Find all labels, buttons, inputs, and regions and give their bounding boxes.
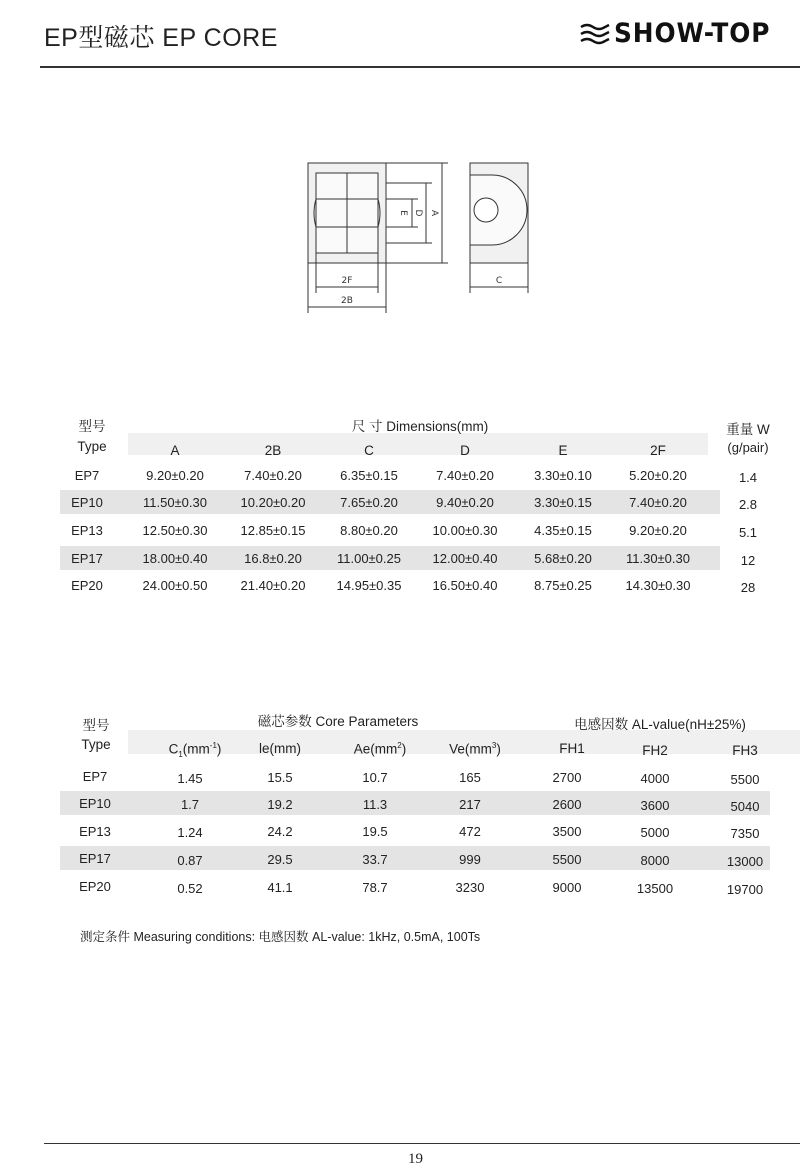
dim-label-2b: 2B <box>341 296 353 306</box>
dim-label-c: C <box>495 276 503 286</box>
type-header-en: Type <box>81 737 111 752</box>
dim-label-2f: 2F <box>341 276 353 286</box>
cell-ae: 10.7 <box>362 770 388 785</box>
row-type: EP7 <box>82 769 108 784</box>
cell-ve: 217 <box>459 797 481 812</box>
cell-c: 11.00±0.25 <box>336 551 401 566</box>
cell-fh1: 3500 <box>552 824 582 839</box>
cell-2f: 11.30±0.30 <box>625 551 690 566</box>
cell-ae: 78.7 <box>362 880 388 895</box>
cell-fh3: 7350 <box>730 826 760 841</box>
column-header-fh1: FH1 <box>559 741 585 756</box>
cell-fh3: 13000 <box>726 854 764 869</box>
cell-e: 4.35±0.15 <box>534 523 592 538</box>
cell-ae: 33.7 <box>362 852 388 867</box>
column-header-c1 <box>145 741 245 759</box>
cell-c1: 1.45 <box>177 771 203 786</box>
cell-fh2: 5000 <box>640 825 670 840</box>
column-header-fh2: FH2 <box>642 743 668 758</box>
measuring-conditions: 测定条件 Measuring conditions: 电感因数 AL-value: 1kHz, 0.5mA, 100Ts <box>80 930 481 944</box>
c1-unit-open: (mm <box>182 741 210 757</box>
cell-d: 12.00±0.40 <box>432 551 498 566</box>
cell-fh3: 5040 <box>730 799 760 814</box>
weight-unit: (g/pair) <box>727 440 769 455</box>
column-header-le: le(mm) <box>259 741 301 756</box>
column-header-a: A <box>170 443 180 458</box>
cell-weight: 12 <box>740 553 756 568</box>
ae-close: ) <box>401 741 407 757</box>
cell-ve: 3230 <box>455 880 485 895</box>
type-header-en: Type <box>77 439 107 454</box>
cell-ve: 472 <box>459 824 481 839</box>
cell-2b: 12.85±0.15 <box>240 523 306 538</box>
weight-header: 重量 W <box>726 422 770 437</box>
ve-label: Ve(mm <box>449 741 492 757</box>
cell-c: 8.80±0.20 <box>340 523 398 538</box>
c1-symbol: C <box>168 741 179 757</box>
cell-fh3: 5500 <box>730 772 760 787</box>
cell-2f: 14.30±0.30 <box>625 578 691 593</box>
c1-unit-exponent: -1 <box>209 741 217 750</box>
cell-fh1: 9000 <box>552 880 582 895</box>
cell-e: 5.68±0.20 <box>534 551 592 566</box>
cell-d: 9.40±0.20 <box>436 495 494 510</box>
cell-a: 11.50±0.30 <box>142 495 207 510</box>
column-header-e: E <box>558 443 568 458</box>
cell-fh2: 3600 <box>640 798 670 813</box>
cell-c: 6.35±0.15 <box>340 468 398 483</box>
cell-2f: 7.40±0.20 <box>629 495 687 510</box>
cell-2b: 21.40±0.20 <box>240 578 306 593</box>
row-type: EP17 <box>79 851 111 866</box>
brand-name: SHOW-TOP <box>614 18 771 49</box>
cell-a: 24.00±0.50 <box>142 578 208 593</box>
column-header-ae <box>335 741 425 757</box>
column-header-fh3: FH3 <box>732 743 758 758</box>
cell-2f: 9.20±0.20 <box>629 523 687 538</box>
al-value-header: 电感因数 AL-value(nH±25%) <box>574 717 746 732</box>
row-type: EP13 <box>79 824 111 839</box>
cell-ve: 999 <box>459 852 481 867</box>
cell-2b: 7.40±0.20 <box>244 468 302 483</box>
page-title: EP型磁芯 EP CORE <box>44 24 278 52</box>
cell-c: 14.95±0.35 <box>336 578 402 593</box>
column-header-ve <box>430 741 520 757</box>
cell-c1: 1.24 <box>177 825 203 840</box>
row-type: EP20 <box>71 578 103 593</box>
cell-ae: 19.5 <box>362 824 388 839</box>
column-header-2f: 2F <box>650 443 666 458</box>
footer-divider <box>44 1143 800 1144</box>
ve-exponent: 3 <box>491 741 497 750</box>
cell-le: 24.2 <box>267 824 293 839</box>
ae-exponent: 2 <box>397 741 402 750</box>
row-type: EP10 <box>71 495 103 510</box>
cell-d: 7.40±0.20 <box>436 468 494 483</box>
cell-le: 19.2 <box>267 797 293 812</box>
row-type: EP7 <box>74 468 100 483</box>
cell-c1: 0.52 <box>177 881 203 896</box>
cell-le: 41.1 <box>267 880 293 895</box>
cell-ae: 11.3 <box>362 797 388 812</box>
cell-weight: 5.1 <box>738 525 758 540</box>
cell-a: 18.00±0.40 <box>142 551 208 566</box>
cell-fh2: 8000 <box>640 853 670 868</box>
cell-2b: 16.8±0.20 <box>244 551 302 566</box>
cell-fh3: 19700 <box>726 882 764 897</box>
cell-fh1: 5500 <box>552 852 582 867</box>
cell-c: 7.65±0.20 <box>340 495 398 510</box>
cell-c1: 1.7 <box>180 797 200 812</box>
ve-close: ) <box>496 741 501 757</box>
cell-d: 10.00±0.30 <box>432 523 498 538</box>
type-header-cn: 型号 <box>78 419 106 434</box>
row-type: EP10 <box>79 796 111 811</box>
dim-label-e: E <box>398 210 408 216</box>
cell-a: 12.50±0.30 <box>142 523 208 538</box>
cell-weight: 2.8 <box>738 497 758 512</box>
ae-label: Ae(mm <box>353 741 398 757</box>
c1-subscript: 1 <box>178 750 183 760</box>
cell-fh1: 2600 <box>552 797 582 812</box>
cell-e: 8.75±0.25 <box>534 578 592 593</box>
cell-2b: 10.20±0.20 <box>240 495 306 510</box>
parameters-group-header: 磁芯参数 Core Parameters <box>257 714 419 729</box>
cell-fh2: 4000 <box>640 771 670 786</box>
page-number: 19 <box>408 1151 423 1167</box>
dim-label-d: D <box>413 209 423 217</box>
type-header-cn: 型号 <box>82 718 110 733</box>
column-header-c: C <box>364 443 374 458</box>
cell-le: 29.5 <box>267 852 293 867</box>
cell-a: 9.20±0.20 <box>146 468 204 483</box>
cell-d: 16.50±0.40 <box>432 578 498 593</box>
cell-2f: 5.20±0.20 <box>629 468 687 483</box>
dim-label-a: A <box>429 209 439 217</box>
column-header-d: D <box>460 443 470 458</box>
row-type: EP17 <box>71 551 103 566</box>
dimensions-group-header: 尺 寸 Dimensions(mm) <box>351 419 489 434</box>
cell-c1: 0.87 <box>177 853 203 868</box>
cell-fh1: 2700 <box>552 770 582 785</box>
cell-weight: 1.4 <box>738 470 758 485</box>
cell-ve: 165 <box>459 770 481 785</box>
cell-e: 3.30±0.10 <box>534 468 592 483</box>
c1-unit-close: ) <box>216 741 222 757</box>
column-header-2b: 2B <box>264 443 282 458</box>
row-type: EP20 <box>79 879 111 894</box>
cell-e: 3.30±0.15 <box>534 495 592 510</box>
cell-fh2: 13500 <box>636 881 674 896</box>
row-type: EP13 <box>71 523 103 538</box>
cell-weight: 28 <box>740 580 756 595</box>
cell-le: 15.5 <box>267 770 293 785</box>
